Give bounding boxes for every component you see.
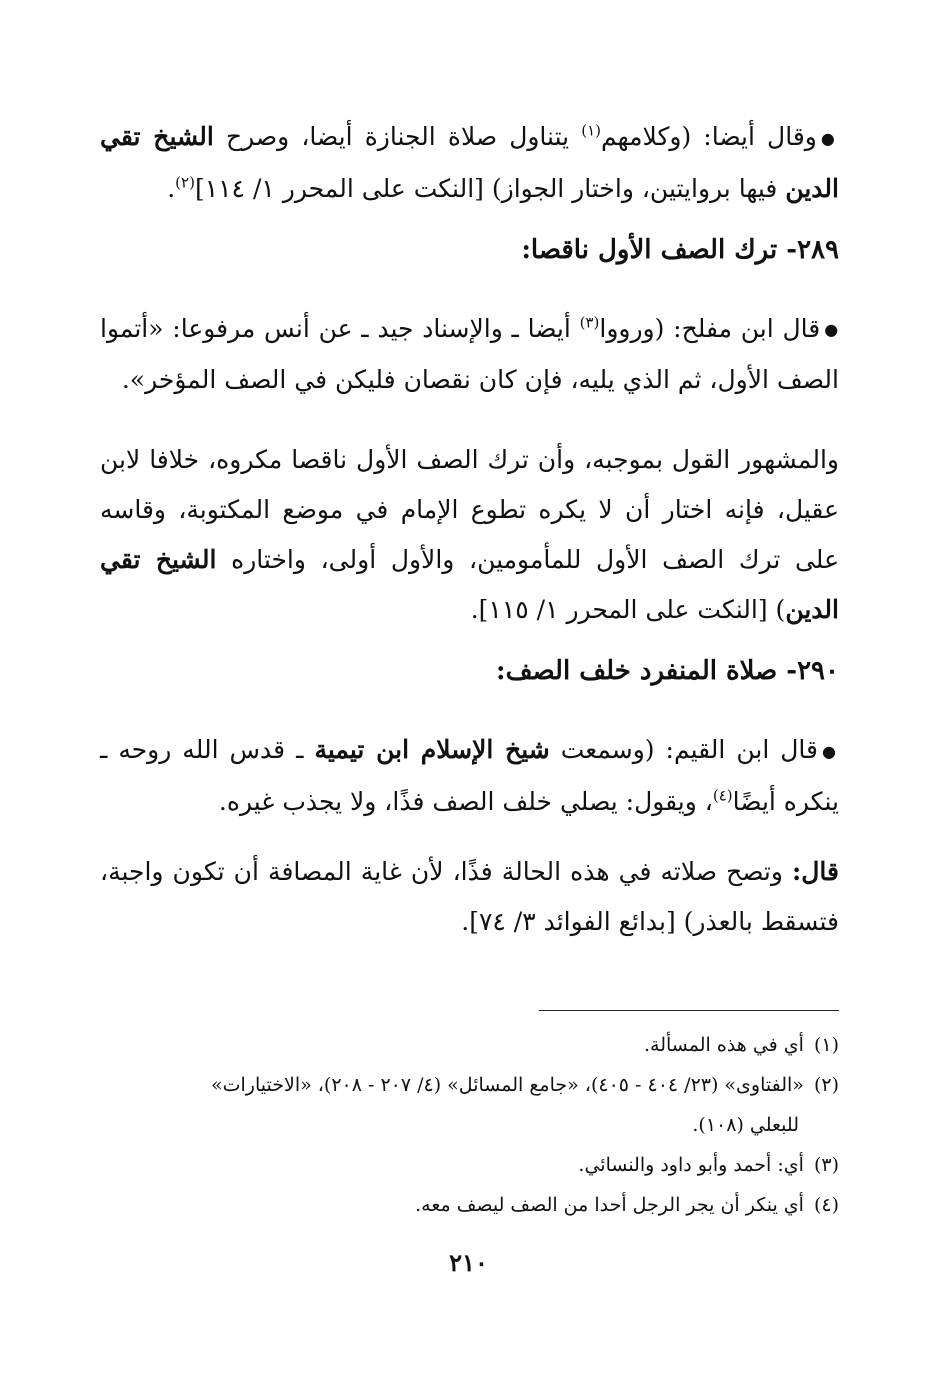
footnote-2: (٢)«الفتاوى» (٢٣/ ٤٠٤ - ٤٠٥)، «جامع المسائل» (٤/ ٢٠٧ - ٢٠٨)، «الاختيارات» <box>211 1074 839 1096</box>
footnote-divider <box>539 1010 839 1011</box>
footnotes <box>100 1010 839 1225</box>
bold-name: الشيخ تقي الدين <box>100 122 839 203</box>
bold-label: قال: <box>792 856 839 886</box>
footnote-ref-3: (٣) <box>579 313 600 332</box>
bold-name: الشيخ تقي الدين <box>100 545 839 624</box>
paragraph-2: ●قال ابن مفلح: (ورووا$^{(٣)}$ أيضا ـ والإسناد جيد ـ عن أنس مرفوعا: «أتموا الصف الأول، ثم الذي يليه، فإن كان نقصان فليكن في الصف المؤخر». <box>100 313 839 394</box>
footnote-3: (٣)أي: أحمد وأبو داود والنسائي. <box>578 1154 839 1176</box>
footnote-1: (١)أي في هذه المسألة. <box>643 1034 839 1056</box>
footnote-ref-4: (٤) <box>712 786 733 805</box>
paragraph-3: والمشهور القول بموجبه، وأن ترك الصف الأول ناقصا مكروه، خلافا لابن عقيل، فإنه اختار أن لا يكره تطوع الإمام في موضع المكتوبة، وقاسه على ترك الصف الأول للمأمومين، والأول أولى، واختاره الشيخ تقي الدين) [النكت على المحرر ١/ ١١٥]. <box>100 445 839 624</box>
page-number: ٢١٠ <box>449 1248 488 1277</box>
bullet-icon: ● <box>822 741 840 761</box>
section-heading-290: ٢٩٠- صلاة المنفرد خلف الصف: <box>495 656 839 686</box>
footnote-ref-2: (٢) <box>175 173 195 192</box>
section-heading-289: ٢٨٩- ترك الصف الأول ناقصا: <box>521 234 839 265</box>
bold-name: شيخ الإسلام ابن تيمية <box>314 735 550 764</box>
footnote-4: (٤)أي ينكر أن يجر الرجل أحدا من الصف ليصف معه. <box>415 1194 839 1216</box>
bullet-icon: ● <box>820 128 839 148</box>
paragraph-1: ●وقال أيضا: (وكلامهم$^{(١)}$ يتناول صلاة الجنازة أيضا، وصرح الشيخ تقي الدين فيها بروايتين، واختار الجواز) [النكت على المحرر ١/ ١١٤]$^{(٢)}$. <box>100 121 839 203</box>
paragraph-5: قال: وتصح صلاته في هذه الحالة فذًا، لأن غاية المصافة أن تكون واجبة، فتسقط بالعذر) [بدائع الفوائد ٣/ ٧٤]. <box>100 856 839 936</box>
bullet-icon: ● <box>824 320 839 339</box>
footnote-2-continuation: للبعلي (١٠٨). <box>692 1114 799 1136</box>
footnote-ref-1: (١) <box>581 121 601 140</box>
paragraph-4: ●قال ابن القيم: (وسمعت شيخ الإسلام ابن تيمية ـ قدس الله روحه ـ ينكره أيضًا$^{(٤)}$، ويقول: يصلي خلف الصف فذًا، ولا يجذب غيره. <box>100 735 840 816</box>
